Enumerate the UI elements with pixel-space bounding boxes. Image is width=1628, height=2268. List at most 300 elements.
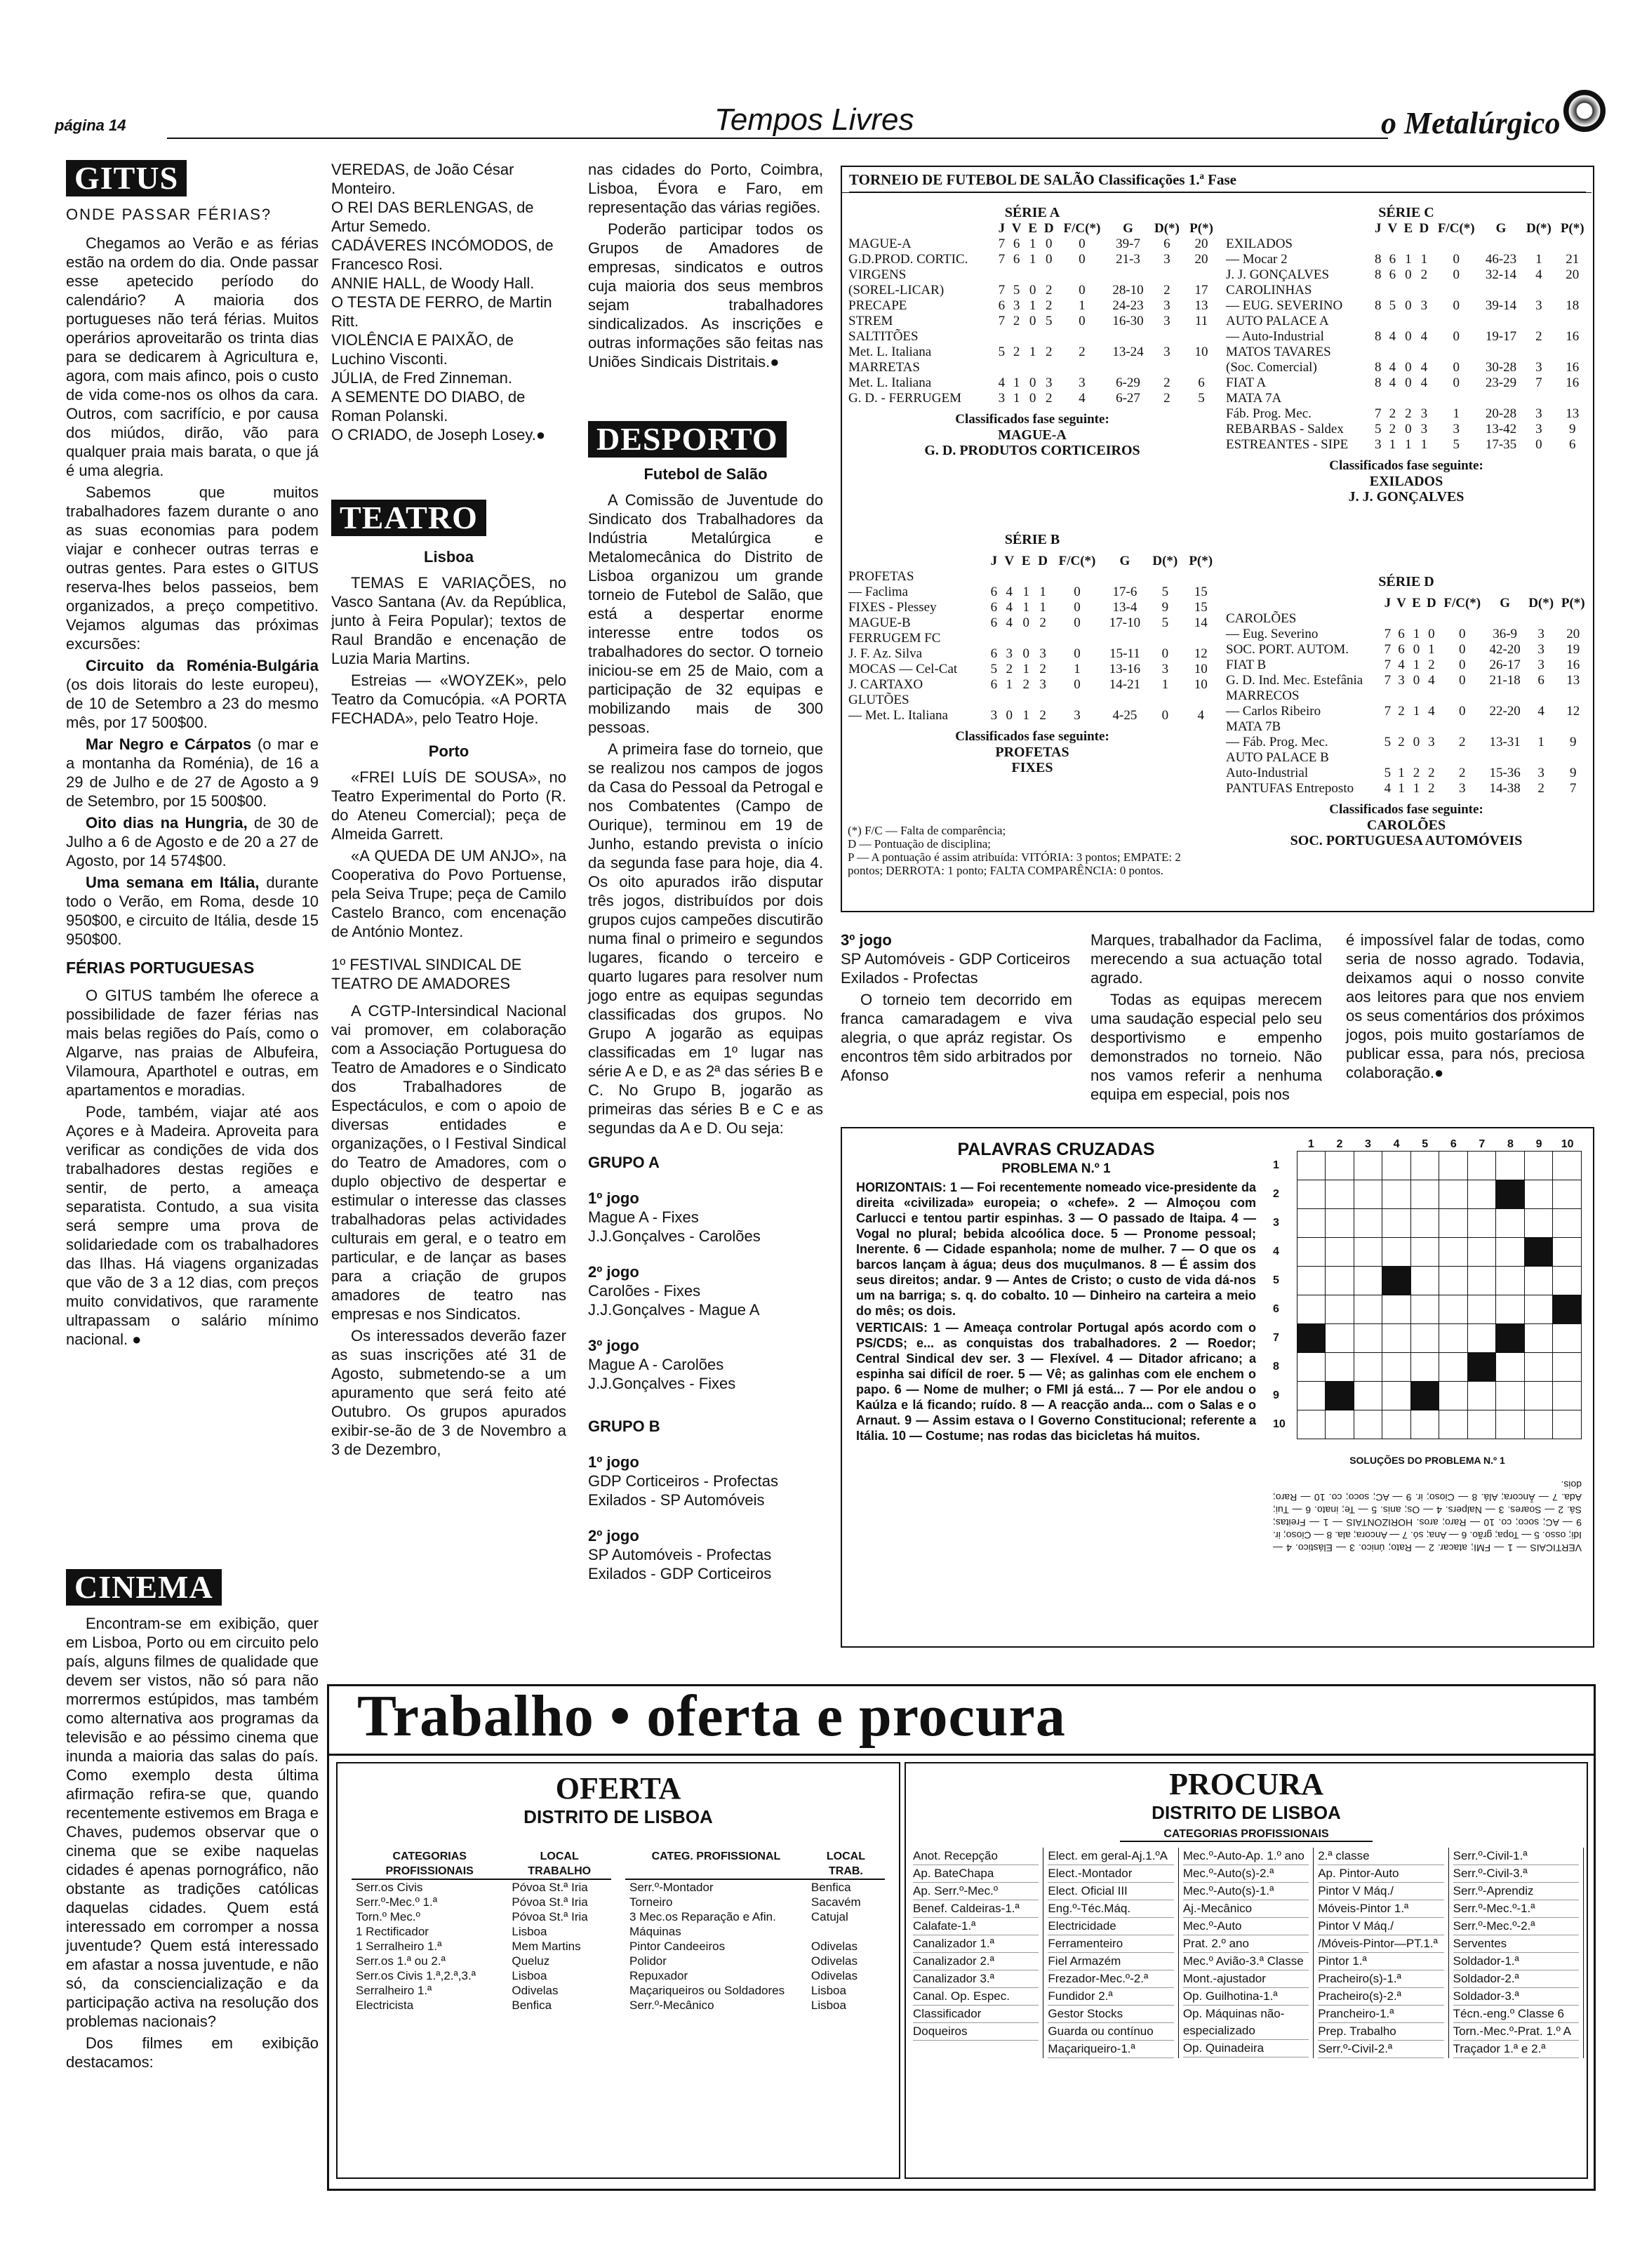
table-row xyxy=(846,360,1218,375)
stat-cell: 32-14 xyxy=(1485,267,1517,282)
grid-cell[interactable] xyxy=(1410,1267,1439,1295)
job-row xyxy=(625,1954,885,1968)
grid-cell[interactable] xyxy=(1382,1152,1411,1180)
grid-cell[interactable] xyxy=(1467,1324,1496,1353)
grid-cell[interactable] xyxy=(1410,1209,1439,1238)
grupo-a-game-3-title: 3º jogo xyxy=(588,1337,639,1354)
job-category: Repuxador xyxy=(629,1969,688,1982)
stat-cell: 7 xyxy=(998,283,1006,298)
stat-cell xyxy=(1034,693,1052,708)
stat-cell xyxy=(1382,688,1394,704)
grid-cell[interactable] xyxy=(1553,1267,1582,1295)
stat-cell xyxy=(1147,569,1183,585)
stat-cell xyxy=(1372,283,1385,298)
stat-cell: 7 xyxy=(998,252,1006,267)
stat-cell: 3 xyxy=(1161,662,1169,676)
grid-cell[interactable] xyxy=(1382,1295,1411,1324)
procura-item: Canal. Op. Espec. xyxy=(913,1988,1039,2006)
procura-item: Serr.º-Civil-2.ª xyxy=(1318,2041,1443,2058)
grid-cell[interactable] xyxy=(1354,1267,1382,1295)
procura-item: Eng.º-Téc.Máq. xyxy=(1048,1900,1173,1918)
stat-cell: 3 xyxy=(1039,646,1046,661)
stat-cell: 13-42 xyxy=(1485,422,1517,436)
closing-paragraph-4: é impossível falar de todas, como seria de nosso agrado. Todavia, deixamos aqui o nosso convite aos leitores para que nos enviem os seus comentários dos próximos jogos, pois muito gostaríamos de publicar essa, para nós, preciosa colaboração.● xyxy=(1346,931,1584,1081)
row-number: 10 xyxy=(1273,1418,1286,1430)
grid-cell[interactable] xyxy=(1354,1324,1382,1353)
job-location: Odivelas xyxy=(512,1984,559,1997)
stat-cell: 1 xyxy=(1413,781,1420,796)
column-header: F/C(*) xyxy=(1058,554,1096,568)
grid-cell[interactable] xyxy=(1439,1295,1468,1324)
stat-cell: 4 xyxy=(1389,375,1396,390)
stat-cell: 46-23 xyxy=(1485,252,1517,267)
third-game-matches: SP Automóveis - GDP Corticeiros Exilados - Profectas xyxy=(841,950,1070,987)
stat-cell xyxy=(1385,283,1401,298)
table-row xyxy=(846,569,1218,585)
procura-item: Mec.º-Auto(s)-2.ª xyxy=(1183,1865,1309,1883)
stat-cell: 2 xyxy=(1163,391,1170,406)
stat-cell: 0 xyxy=(1453,298,1460,313)
grid-cell[interactable] xyxy=(1410,1152,1439,1180)
team-name: GLUTÕES xyxy=(848,693,909,707)
excursion-4 xyxy=(66,873,319,949)
torneio-title: TORNEIO DE FUTEBOL DE SALÃO Classificações 1.ª Fase xyxy=(849,171,1586,193)
job-location: Catujal xyxy=(810,1910,848,1923)
stat-cell xyxy=(1409,750,1424,766)
stat-cell xyxy=(1409,688,1424,704)
grid-cell[interactable] xyxy=(1382,1382,1411,1410)
stat-cell xyxy=(987,693,1001,708)
table-row xyxy=(846,646,1218,662)
grid-cell[interactable] xyxy=(1467,1267,1496,1295)
grid-cell[interactable] xyxy=(1326,1324,1354,1353)
grid-cell[interactable] xyxy=(1467,1238,1496,1267)
stat-cell: 17 xyxy=(1194,283,1208,298)
procura-item: Pintor V Máq./ xyxy=(1318,1883,1443,1900)
grid-cell[interactable] xyxy=(1410,1324,1439,1353)
procura-item: Traçador 1.ª e 2.ª xyxy=(1453,2041,1579,2058)
oferta-tables xyxy=(352,1849,885,2013)
stat-cell: 21-18 xyxy=(1489,673,1521,688)
desporto-heading: DESPORTO xyxy=(588,421,787,458)
job-category: 1 Rectificador xyxy=(356,1925,429,1938)
job-location: Póvoa St.ª Iria xyxy=(512,1895,588,1909)
grid-cell[interactable] xyxy=(1297,1238,1326,1267)
grid-cell[interactable] xyxy=(1354,1382,1382,1410)
procura-item: Benef. Caldeiras-1.ª xyxy=(913,1900,1039,1918)
job-location: Odivelas xyxy=(810,1969,858,1982)
grid-cell[interactable] xyxy=(1382,1353,1411,1382)
black-square xyxy=(1496,1180,1525,1209)
grid-cell[interactable] xyxy=(1439,1410,1468,1439)
grid-cell[interactable] xyxy=(1382,1324,1411,1353)
excursion-name: Uma semana em Itália, xyxy=(86,874,260,891)
grid-cell[interactable] xyxy=(1467,1382,1496,1410)
column-number: 1 xyxy=(1307,1138,1314,1150)
gitus-body xyxy=(66,234,319,949)
column-header: G xyxy=(1123,221,1133,236)
stat-cell: 13 xyxy=(1194,298,1208,313)
stat-cell: 6 xyxy=(990,677,998,692)
team-name: VIRGENS xyxy=(848,267,907,282)
table-row xyxy=(1224,345,1589,360)
grid-cell[interactable] xyxy=(1354,1295,1382,1324)
stat-cell: 1 xyxy=(1420,437,1428,452)
grid-cell[interactable] xyxy=(1439,1238,1468,1267)
stat-cell xyxy=(1185,329,1218,345)
table-row xyxy=(1224,252,1589,267)
grid-cell[interactable] xyxy=(1553,1152,1582,1180)
job-category: 1 Serralheiro 1.ª xyxy=(356,1940,442,1953)
stat-cell: 7 xyxy=(1570,781,1577,796)
stat-cell xyxy=(1385,345,1401,360)
grid-cell[interactable] xyxy=(1496,1353,1525,1382)
stat-cell: 2 xyxy=(1013,314,1020,328)
grid-cell[interactable] xyxy=(1326,1410,1354,1439)
stat-cell: 3 xyxy=(1046,375,1053,390)
team-name: FIAT B xyxy=(1226,658,1267,672)
stat-cell: 39-14 xyxy=(1485,298,1517,313)
stat-cell: 42-20 xyxy=(1489,642,1521,657)
stat-cell: 15-36 xyxy=(1489,766,1521,780)
grid-cell[interactable] xyxy=(1382,1209,1411,1238)
stat-cell xyxy=(1008,329,1025,345)
stat-cell: 17-10 xyxy=(1109,615,1141,630)
team-name: G. D. - FERRUGEM xyxy=(848,391,961,406)
procura-item: Maçariqueiro-1.ª xyxy=(1048,2041,1173,2058)
team-name: MAGUE-A xyxy=(848,236,912,251)
grid-row xyxy=(1297,1238,1581,1267)
procura-item: Doqueiros xyxy=(913,2023,1039,2041)
grid-cell[interactable] xyxy=(1382,1410,1411,1439)
stat-cell: 1 xyxy=(1398,766,1405,780)
grid-cell[interactable] xyxy=(1410,1180,1439,1209)
stat-cell xyxy=(1556,391,1589,406)
oferta-table-right xyxy=(625,1849,885,2013)
grid-cell[interactable] xyxy=(1297,1152,1326,1180)
oferta-header-location: LOCAL TRAB. xyxy=(826,1850,865,1877)
stat-cell: 8 xyxy=(1375,329,1382,344)
stat-cell: 3 xyxy=(1006,646,1013,661)
grid-cell[interactable] xyxy=(1297,1295,1326,1324)
procura-item: Serr.º-Civil-1.ª xyxy=(1453,1848,1579,1865)
horizontal-text: 1 — Foi recentemente nomeado vice-presidente da direita «civilizada» europeia; o «chefe». 2 — Almoçou com Carlucci e tentou partir espinhas. 3 — O passado de Itaipa. 4 — Vogal no plural; bebida alcoólica doce. 5 — Pronome pessoal; Inerente. 6 — Cidade espanhola; nome de mulher. 7 — O que os barcos lançam à água; deus dos muçulmanos. 8 — É assim dos seus direitos; andar. 9 — Antes de Cristo; o custo de vida dá-nos um na barriga; s. q. do cobalto. 10 — Dinheiro na carteira a meio do mês; os dois. xyxy=(856,1180,1256,1318)
stat-cell: 0 xyxy=(1046,236,1053,251)
table-row xyxy=(846,236,1218,252)
grid-cell[interactable] xyxy=(1439,1382,1468,1410)
stat-cell xyxy=(1558,688,1589,704)
row-number: 9 xyxy=(1273,1389,1279,1401)
stat-cell: 12 xyxy=(1194,646,1208,661)
stat-cell: 2 xyxy=(1458,766,1466,780)
grid-cell[interactable] xyxy=(1553,1382,1582,1410)
excursion-name: Oito dias na Hungria, xyxy=(86,814,248,832)
procura-panel xyxy=(905,1762,1588,2179)
stat-cell xyxy=(1558,750,1589,766)
team-name: MARRECOS xyxy=(1226,688,1300,703)
grid-cell[interactable] xyxy=(1297,1410,1326,1439)
grid-cell[interactable] xyxy=(1439,1267,1468,1295)
grid-cell[interactable] xyxy=(1524,1209,1553,1238)
grid-cell[interactable] xyxy=(1410,1410,1439,1439)
solutions-text: VERTICAIS — 1 — FMI; atacar. 2 — Rato; único. 3 — Elástico. 4 — Idi; osso. 5 — Topa; grão. 6 — Ana; só. 7 — Ancora; ala. 8 — Cioso; ir. 9 — AC; soco; co. 10 — Raro; aros. HORIZONTAIS — 1 — Freitas; Sá. 2 — Soares. 3 — Nalpers. 4 — Os; anis. 5 — Te; inato. 6 — Tui; Ada. 7 — Âncora; Alá. 8 — Cioso; ir. 9 — AC; soco; co. 10 — Raro; dois. xyxy=(1273,1479,1582,1554)
stat-cell xyxy=(1001,693,1018,708)
grid-cell[interactable] xyxy=(1410,1353,1439,1382)
stat-cell: 0 xyxy=(1006,708,1013,723)
stat-cell: 1 xyxy=(1405,252,1412,267)
grid-cell[interactable] xyxy=(1524,1410,1553,1439)
stat-cell: 3 xyxy=(1537,658,1544,672)
grid-row xyxy=(1297,1295,1581,1324)
column-header: G xyxy=(1500,596,1511,611)
grid-cell[interactable] xyxy=(1326,1180,1354,1209)
job-row xyxy=(625,1968,885,1983)
table-row xyxy=(1224,627,1589,642)
grid-cell[interactable] xyxy=(1467,1209,1496,1238)
grid-cell[interactable] xyxy=(1524,1353,1553,1382)
job-category: Serr.º-Mecânico xyxy=(629,1999,714,2012)
serie-d xyxy=(1224,574,1589,848)
grid-cell[interactable] xyxy=(1467,1410,1496,1439)
stat-cell xyxy=(1521,314,1556,329)
team-name: FIAT A xyxy=(1226,375,1267,390)
grid-cell[interactable] xyxy=(1354,1238,1382,1267)
grid-cell[interactable] xyxy=(1439,1152,1468,1180)
grid-cell[interactable] xyxy=(1439,1353,1468,1382)
stat-cell: 4 xyxy=(1079,391,1086,406)
grid-cell[interactable] xyxy=(1439,1180,1468,1209)
stat-cell: 2 xyxy=(1079,345,1086,359)
procura-item: Anot. Recepção xyxy=(913,1848,1039,1865)
grid-cell[interactable] xyxy=(1553,1180,1582,1209)
team-name: — Carlos Ribeiro xyxy=(1226,704,1321,719)
column-header: V xyxy=(1387,221,1398,236)
stat-cell xyxy=(1149,329,1185,345)
stat-cell: 6-29 xyxy=(1116,375,1140,390)
stat-cell: 9 xyxy=(1568,422,1576,436)
stat-cell: 5 xyxy=(1161,585,1169,599)
stat-cell xyxy=(1432,283,1481,298)
stat-cell: 20 xyxy=(1566,627,1580,641)
grid-cell[interactable] xyxy=(1326,1209,1354,1238)
column-number: 3 xyxy=(1365,1138,1371,1150)
horizontal-label: HORIZONTAIS: xyxy=(856,1180,947,1194)
stat-cell xyxy=(1372,314,1385,329)
serie-a-qualified: MAGUE-A G. D. PRODUTOS CORTICEIROS xyxy=(924,427,1140,458)
stat-cell: 1 xyxy=(1013,391,1020,406)
procura-item: Canalizador 1.ª xyxy=(913,1935,1039,1953)
grid-cell[interactable] xyxy=(1467,1180,1496,1209)
black-square xyxy=(1410,1382,1439,1410)
grid-cell[interactable] xyxy=(1326,1353,1354,1382)
stat-cell: 3 xyxy=(1039,677,1046,692)
ferias-paragraph-1: O GITUS também lhe oferece a possibilidade de fazer férias nas mais belas regiões do País, como o Algarve, nas praias de Albufeira, Vilamoura, Aparthotel e outras, em apartamentos e moradias. xyxy=(66,987,319,1099)
stat-cell: 10 xyxy=(1194,345,1208,359)
torneio-divider xyxy=(842,192,1592,193)
table-row xyxy=(1224,688,1589,704)
crossword-grid-area xyxy=(1273,1138,1582,1554)
stat-cell xyxy=(1051,631,1102,646)
grid-cell[interactable] xyxy=(1354,1209,1382,1238)
procura-item: Frezador-Mec.º-2.ª xyxy=(1048,1970,1173,1988)
stat-cell: 20 xyxy=(1566,267,1580,282)
grid-cell[interactable] xyxy=(1496,1152,1525,1180)
grid-cell[interactable] xyxy=(1297,1267,1326,1295)
grid-cell[interactable] xyxy=(1326,1238,1354,1267)
job-row xyxy=(352,1879,611,1895)
grid-cell[interactable] xyxy=(1326,1152,1354,1180)
grid-cell[interactable] xyxy=(1439,1209,1468,1238)
grid-cell[interactable] xyxy=(1524,1180,1553,1209)
stat-cell: 6 xyxy=(1389,267,1396,282)
gitus-article xyxy=(66,160,319,1352)
stat-cell: 16 xyxy=(1566,360,1580,375)
stat-cell xyxy=(1439,688,1486,704)
grupo-b-game-1-title: 1º jogo xyxy=(588,1453,639,1471)
grupo-b-game-1-matches: GDP Corticeiros - Profectas Exilados - SP Automóveis xyxy=(588,1472,779,1509)
table-row xyxy=(1224,658,1589,673)
stat-cell: 30-28 xyxy=(1485,360,1517,375)
stat-cell: 21 xyxy=(1566,252,1580,267)
serie-c-qualified: EXILADOS J. J. GONÇALVES xyxy=(1348,474,1464,505)
stat-cell: 1 xyxy=(1039,585,1046,599)
stat-cell xyxy=(1525,750,1558,766)
grid-cell[interactable] xyxy=(1382,1180,1411,1209)
grupo-b-games xyxy=(588,1453,823,1583)
stat-cell: 0 xyxy=(1405,375,1412,390)
grid-cell[interactable] xyxy=(1553,1209,1582,1238)
grid-cell[interactable] xyxy=(1496,1410,1525,1439)
stat-cell xyxy=(1556,345,1589,360)
grid-cell[interactable] xyxy=(1553,1353,1582,1382)
teatro-porto-paragraph-1: «FREI LUÍS DE SOUSA», no Teatro Experimental do Porto (R. do Ateneu Comercial); peça de Almeida Garrett. xyxy=(331,768,566,843)
stat-cell: 2 xyxy=(1389,422,1396,436)
grid-cell[interactable] xyxy=(1553,1238,1582,1267)
stat-cell xyxy=(1521,345,1556,360)
excursion-text: (os dois litorais do leste europeu), de 10 de Setembro a 23 do mesmo mês, por 17 500$00. xyxy=(66,676,319,731)
table-row xyxy=(846,252,1218,267)
grid-cell[interactable] xyxy=(1496,1382,1525,1410)
teatro-heading: TEATRO xyxy=(331,500,486,536)
stat-cell: 2 xyxy=(1420,267,1428,282)
stat-cell: 5 xyxy=(998,345,1006,359)
stat-cell: 0 xyxy=(1453,375,1460,390)
grid-cell[interactable] xyxy=(1496,1295,1525,1324)
grid-cell[interactable] xyxy=(1354,1353,1382,1382)
grid-cell[interactable] xyxy=(1496,1209,1525,1238)
grid-cell[interactable] xyxy=(1496,1238,1525,1267)
table-row xyxy=(846,267,1218,283)
grid-cell[interactable] xyxy=(1553,1324,1582,1353)
job-row xyxy=(352,1939,611,1954)
grid-cell[interactable] xyxy=(1382,1238,1411,1267)
stat-cell: 3 xyxy=(1420,406,1428,421)
grid-cell[interactable] xyxy=(1297,1382,1326,1410)
grid-cell[interactable] xyxy=(1354,1410,1382,1439)
stat-cell: 6 xyxy=(990,600,998,615)
stat-cell xyxy=(1183,693,1218,708)
jobs-section xyxy=(327,1684,1596,2191)
grupo-b-heading: GRUPO B xyxy=(588,1418,660,1435)
stat-cell: 0 xyxy=(1074,585,1081,599)
team-name: — EUG. SEVERINO xyxy=(1226,298,1343,313)
grid-cell[interactable] xyxy=(1524,1382,1553,1410)
grid-cell[interactable] xyxy=(1326,1295,1354,1324)
stat-cell: 1 xyxy=(1428,642,1435,657)
procura-item: Serr.º-Aprendiz xyxy=(1453,1883,1579,1900)
stat-cell xyxy=(1525,719,1558,735)
grid-cell[interactable] xyxy=(1297,1180,1326,1209)
stat-cell xyxy=(1439,611,1486,627)
job-row xyxy=(352,1983,611,1998)
procura-item: Serventes xyxy=(1453,1935,1579,1953)
grid-cell[interactable] xyxy=(1524,1152,1553,1180)
row-number: 2 xyxy=(1273,1188,1279,1200)
grid-cell[interactable] xyxy=(1467,1295,1496,1324)
grid-cell[interactable] xyxy=(1467,1152,1496,1180)
desporto-closing-2 xyxy=(1090,930,1322,1107)
stat-cell xyxy=(995,360,1008,375)
grid-cell[interactable] xyxy=(1524,1267,1553,1295)
closing-paragraph-3: Todas as equipas merecem uma saudação especial pelo seu desportivismo e empenho demonstrados no torneio. Não nos vamos referir a nenhuma equipa em especial, pois nos xyxy=(1090,991,1322,1103)
grid-cell[interactable] xyxy=(1410,1238,1439,1267)
team-name: CAROLINHAS xyxy=(1226,283,1312,298)
crossword-row-numbers xyxy=(1273,1151,1294,1439)
grid-cell[interactable] xyxy=(1297,1209,1326,1238)
stat-cell xyxy=(1103,693,1147,708)
grid-cell[interactable] xyxy=(1553,1410,1582,1439)
stat-cell: 13-4 xyxy=(1112,600,1137,615)
excursion-2 xyxy=(66,735,319,811)
team-name: PROFETAS xyxy=(848,569,914,584)
stat-cell: 5 xyxy=(1046,314,1053,328)
table-row xyxy=(846,345,1218,360)
stat-cell xyxy=(1525,688,1558,704)
stat-cell: 0 xyxy=(1079,283,1086,298)
grid-cell[interactable] xyxy=(1326,1267,1354,1295)
job-location: Póvoa St.ª Iria xyxy=(512,1881,588,1894)
grid-cell[interactable] xyxy=(1439,1324,1468,1353)
row-number: 4 xyxy=(1273,1246,1279,1258)
teatro-lisboa-paragraph-2: Estreias — «WOYZEK», pelo Teatro da Comucópia. «A PORTA FECHADA», pelo Teatro Hoje. xyxy=(331,672,566,727)
grid-cell[interactable] xyxy=(1496,1267,1525,1295)
stat-cell: 19-17 xyxy=(1485,329,1517,344)
stat-cell: 2 xyxy=(1405,406,1412,421)
team-name: — Auto-Industrial xyxy=(1226,329,1324,344)
grid-cell[interactable] xyxy=(1297,1353,1326,1382)
grid-cell[interactable] xyxy=(1354,1152,1382,1180)
stat-cell xyxy=(1556,283,1589,298)
stat-cell: 16 xyxy=(1566,329,1580,344)
grid-cell[interactable] xyxy=(1524,1295,1553,1324)
festival-continued-body xyxy=(588,160,823,371)
black-square xyxy=(1297,1324,1326,1353)
stat-cell: 5 xyxy=(1375,422,1382,436)
stat-cell: 2 xyxy=(1046,283,1053,298)
grid-row xyxy=(1297,1152,1581,1180)
serie-b-qualified: PROFETAS FIXES xyxy=(995,745,1069,775)
grid-cell[interactable] xyxy=(1354,1180,1382,1209)
stat-cell: 20 xyxy=(1194,236,1208,251)
grid-cell[interactable] xyxy=(1524,1324,1553,1353)
grupo-a-game-1-title: 1º jogo xyxy=(588,1189,639,1207)
grid-cell[interactable] xyxy=(1410,1295,1439,1324)
stat-cell xyxy=(1481,391,1522,406)
stat-cell xyxy=(1401,236,1416,252)
stat-cell: 4 xyxy=(1535,267,1542,282)
job-row xyxy=(625,1879,885,1895)
gitus-heading: GITUS xyxy=(66,160,187,196)
